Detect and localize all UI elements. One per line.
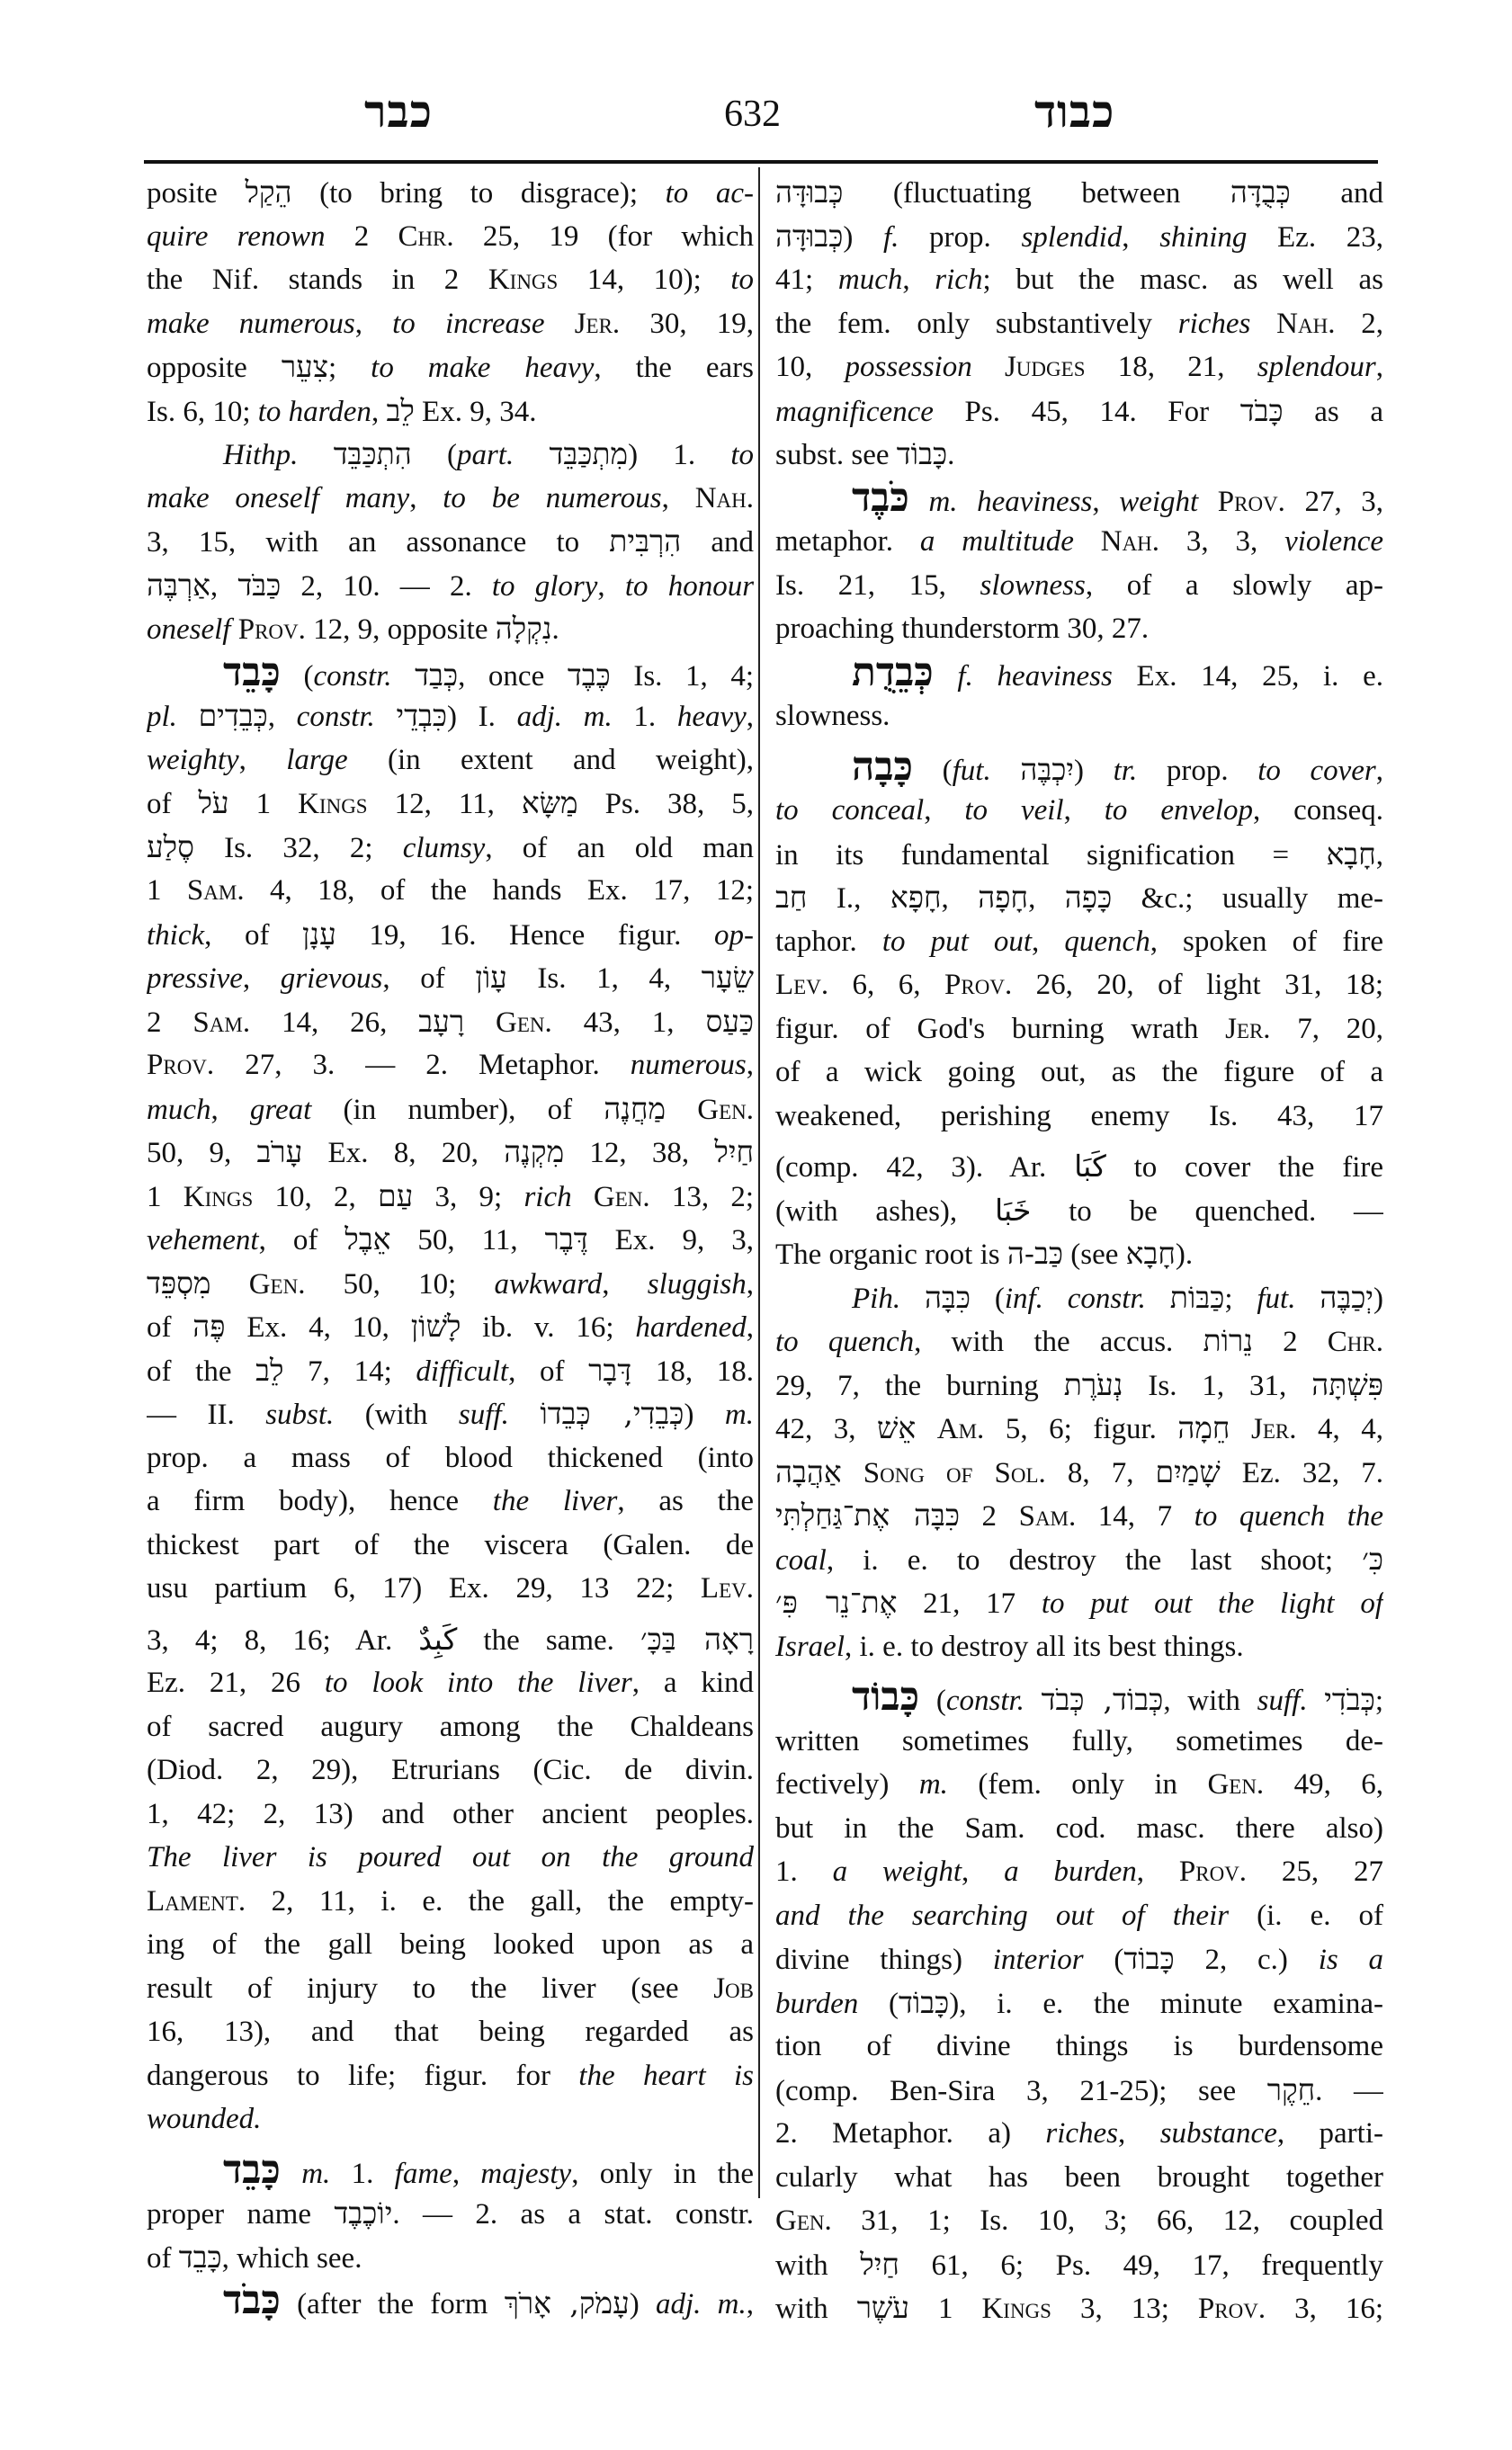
text-line: 3, 4; 8, 16; Ar. كَبِدٌ the same. רָאָה בַּכָּ׳ [147, 1621, 754, 1657]
text-line: pl. כְּבֵדִים, constr. כִּבְדֵי) I. adj. m. 1. heavy, [147, 698, 754, 733]
text-line: of sacred augury among the Chaldeans [147, 1710, 754, 1743]
right-column [775, 171, 1383, 2330]
text-line: fectively) m. (fem. only in Gen. 49, 6, [775, 1768, 1383, 1801]
text-line: 1, 42; 2, 13) and other ancient peoples. [147, 1797, 754, 1830]
text-line: taphor. to put out, quench, spoken of fire [775, 925, 1383, 958]
text-line: thickest part of the viscera (Galen. de [147, 1528, 754, 1561]
text-line: written sometimes fully, sometimes de- [775, 1724, 1383, 1757]
text-line: cularly what has been brought together [775, 2160, 1383, 2194]
text-line: (comp. Ben-Sira 3, 21-25); see חֵקֶר. — [775, 2071, 1383, 2107]
text-line: 41; much, rich; but the masc. as well as [775, 264, 1383, 296]
text-line: — II. subst. (with suff. כְּבֵדִי, כְּבֵדוֹ) m. [147, 1396, 754, 1431]
text-line: posite הֵקַל (to bring to disgrace); to ac- [147, 174, 754, 210]
text-line: חַב I., חָפָא, חָפָה, כָּפָה &c.; usually me- [775, 880, 1383, 915]
text-line: (with ashes), خَبَا to be quenched. — [775, 1192, 1383, 1228]
text-line: מִסְפֵּד Gen. 50, 10; awkward, sluggish, [147, 1265, 754, 1301]
text-line: vehement, of אֵבֶל 50, 11, דֶּבֶר Ex. 9, 3, [147, 1221, 754, 1256]
text-line: 1 Kings 10, 2, עַם 3, 9; rich Gen. 13, 2; [147, 1177, 754, 1213]
text-line: ing of the gall being looked upon as a [147, 1928, 754, 1961]
text-line: dangerous to life; figur. for the heart is [147, 2059, 754, 2092]
text-line: (comp. 42, 3). Ar. كَبَا to cover the fire [775, 1149, 1383, 1184]
text-line: to quench, with the accus. נֵרוֹת 2 Chr. [775, 1323, 1383, 1358]
text-line: of כָּבֵד, which see. [147, 2239, 362, 2275]
text-line: 1. a weight, a burden, Prov. 25, 27 [775, 1855, 1383, 1888]
text-line: אַרְבֶּה, כַּבֹּד 2, 10. — 2. to glory, to honour [147, 567, 754, 603]
text-line: כָּבֵד (constr. כְּבַד, once כֶּבֶד Is. 1, 4; [223, 650, 754, 694]
text-line: magnificence Ps. 45, 14. For כָּבֹד as a [775, 392, 1383, 428]
text-line: 1 Sam. 4, 18, of the hands Ex. 17, 12; [147, 874, 754, 907]
text-line: make numerous, to increase Jer. 30, 19, [147, 307, 754, 340]
text-line: 2 Sam. 14, 26, רָעָב Gen. 43, 1, כַּעַס [147, 1003, 754, 1039]
text-line: prop. a mass of blood thickened (into [147, 1441, 754, 1474]
text-line: burden (כָּבוֹד), i. e. the minute examina- [775, 1984, 1383, 2020]
text-line: כִּבָּה אֶת־גַּחַלְתִּי 2 Sam. 14, 7 to quench the [775, 1498, 1383, 1533]
text-line: The liver is poured out on the ground [147, 1841, 754, 1873]
text-line: 42, 3, אֵשׁ Am. 5, 6; figur. חֵמָה Jer. 4, 4, [775, 1410, 1383, 1445]
text-line: Is. 6, 10; to harden, לֵב Ex. 9, 34. [147, 392, 537, 428]
text-line: proaching thunderstorm 30, 27. [775, 612, 1150, 645]
text-line: 3, 15, with an assonance to הִרְבִּית and [147, 523, 754, 559]
text-line: oneself Prov. 12, 9, opposite נִקְלָה. [147, 611, 559, 646]
text-line: divine things) interior (כָּבוֹד 2, c.) is a [775, 1941, 1383, 1976]
text-line: of עֹל 1 Kings 12, 11, מַשָּׂא Ps. 38, 5, [147, 785, 754, 820]
text-line: usu partium 6, 17) Ex. 29, 13 22; Lev. [147, 1572, 754, 1605]
text-line: כְּבֵדֻת f. heaviness Ex. 14, 25, i. e. [852, 650, 1383, 694]
text-line: 29, 7, the burning נְעֹרֶת Is. 1, 31, פִּשְׁתָּה [775, 1366, 1383, 1402]
text-line: weakened, perishing enemy Is. 43, 17 [775, 1099, 1383, 1132]
text-line: of a wick going out, as the figure of a [775, 1056, 1383, 1088]
text-line: The organic root is כַּב-ה (see חָבָא). [775, 1236, 1194, 1271]
text-line: the fem. only substantively riches Nah. 2, [775, 307, 1383, 340]
text-line: slowness. [775, 700, 890, 732]
text-line: כְּבוּדָּה) f. prop. splendid, shining Ez. 23, [775, 218, 1383, 254]
text-line: result of injury to the liver (see Job [147, 1972, 754, 2005]
text-line: make oneself many, to be numerous, Nah. [147, 481, 754, 514]
text-line: אַהֲבָה Song of Sol. 8, 7, שָׁמַיִם Ez. 32, 7. [775, 1453, 1383, 1489]
text-line: weighty, large (in extent and weight), [147, 743, 754, 776]
text-line: a firm body), hence the liver, as the [147, 1485, 754, 1517]
text-line: Prov. 27, 3. — 2. Metaphor. numerous, [147, 1049, 754, 1081]
text-line: much, great (in number), of מַחֲנֶה Gen. [147, 1090, 754, 1126]
text-line: subst. see כָּבוֹד. [775, 436, 955, 471]
text-line: Ez. 21, 26 to look into the liver, a kind [147, 1667, 754, 1699]
text-line: pressive, grievous, of עָוֹן Is. 1, 4, שֵׂעָר [147, 960, 754, 995]
header-rule [144, 160, 1378, 164]
left-column [147, 171, 754, 2323]
text-line: כָּבוֹד (constr. כְּבוֹד, כְּבֹד, with suff. כְּבֹדִי; [852, 1676, 1383, 1720]
text-line: but in the Sam. cod. masc. there also) [775, 1811, 1383, 1845]
text-line: 2. Metaphor. a) riches, substance, parti- [775, 2117, 1383, 2150]
text-line: 50, 9, עָרֹב Ex. 8, 20, מִקְנֶה 12, 38, חַיִל [147, 1134, 754, 1169]
right-running-headword: כבוד [1034, 86, 1115, 137]
text-line: thick, of עָנָן 19, 16. Hence figur. op- [147, 916, 754, 952]
text-line: כֹּבֶד m. heaviness, weight Prov. 27, 3, [852, 476, 1383, 520]
text-line: opposite צִעֵר; to make heavy, the ears [147, 349, 754, 384]
text-line: with עֹשֶׁר 1 Kings 3, 13; Prov. 3, 16; [775, 2290, 1383, 2325]
text-line: of the לֵב 7, 14; difficult, of דָּבָר 18, 18. [147, 1352, 754, 1388]
text-line: proper name יוֹכֶבֶד. — 2. as a stat. constr. [147, 2195, 754, 2231]
text-line: and the searching out of their (i. e. of [775, 1899, 1383, 1932]
text-line: Pih. כִּבָּה (inf. constr. כַּבּוֹת; fut. יְכַבֶּה) [852, 1279, 1383, 1315]
text-line: with חַיִל 61, 6; Ps. 49, 17, frequently [775, 2246, 1383, 2282]
text-line: Hithp. הִתְכַּבֵּד (part. מִתְכַּבֵּד) 1. to [223, 436, 754, 471]
text-line: כָּבֵד m. 1. fame, majesty, only in the [223, 2148, 754, 2192]
page-number: 632 [724, 94, 781, 135]
text-line: of פֶּה Ex. 4, 10, לָשׁוֹן ib. v. 16; hardened, [147, 1309, 754, 1344]
text-line: coal, i. e. to destroy the last shoot; כִּ׳ [775, 1541, 1383, 1577]
text-line: tion of divine things is burdensome [775, 2030, 1383, 2062]
left-running-headword: כבר [364, 86, 434, 137]
text-line: metaphor. a multitude Nah. 3, 3, violence [775, 525, 1383, 558]
text-line: אֶת־נֵר פִּ׳ 21, 17 to put out the light of [775, 1585, 1383, 1620]
text-line: to conceal, to veil, to envelop, conseq. [775, 794, 1383, 827]
text-line: Israel, i. e. to destroy all its best things. [775, 1630, 1244, 1663]
text-line: figur. of God's burning wrath Jer. 7, 20, [775, 1012, 1383, 1045]
page-header [144, 85, 1376, 157]
column-separator [758, 167, 760, 2198]
text-line: סֶלַע Is. 32, 2; clumsy, of an old man [147, 828, 754, 864]
text-line: כָּבֹד (after the form עָמֹק, אָרֹךְ) adj. m., [223, 2279, 754, 2323]
text-line: Lev. 6, 6, Prov. 26, 20, of light 31, 18; [775, 969, 1383, 1001]
text-line: Gen. 31, 1; Is. 10, 3; 66, 12, coupled [775, 2204, 1383, 2237]
text-line: כָּבָה (fut. יִכְבֶּה) tr. prop. to cover, [852, 745, 1383, 789]
text-line: wounded. [147, 2103, 262, 2135]
text-line: Is. 21, 15, slowness, of a slowly ap- [775, 568, 1383, 602]
text-line: in its fundamental signification = חָבָא, [775, 836, 1383, 872]
text-line: (Diod. 2, 29), Etrurians (Cic. de divin. [147, 1754, 754, 1786]
text-line: 16, 13), and that being regarded as [147, 2016, 754, 2048]
text-line: כְּבוּדָּה (fluctuating between כְּבֻדָּה and [775, 174, 1383, 210]
text-line: the Nif. stands in 2 Kings 14, 10); to [147, 264, 754, 296]
text-line: quire renown 2 Chr. 25, 19 (for which [147, 219, 754, 253]
text-line: Lament. 2, 11, i. e. the gall, the empty- [147, 1884, 754, 1918]
text-line: 10, possession Judges 18, 21, splendour, [775, 351, 1383, 383]
